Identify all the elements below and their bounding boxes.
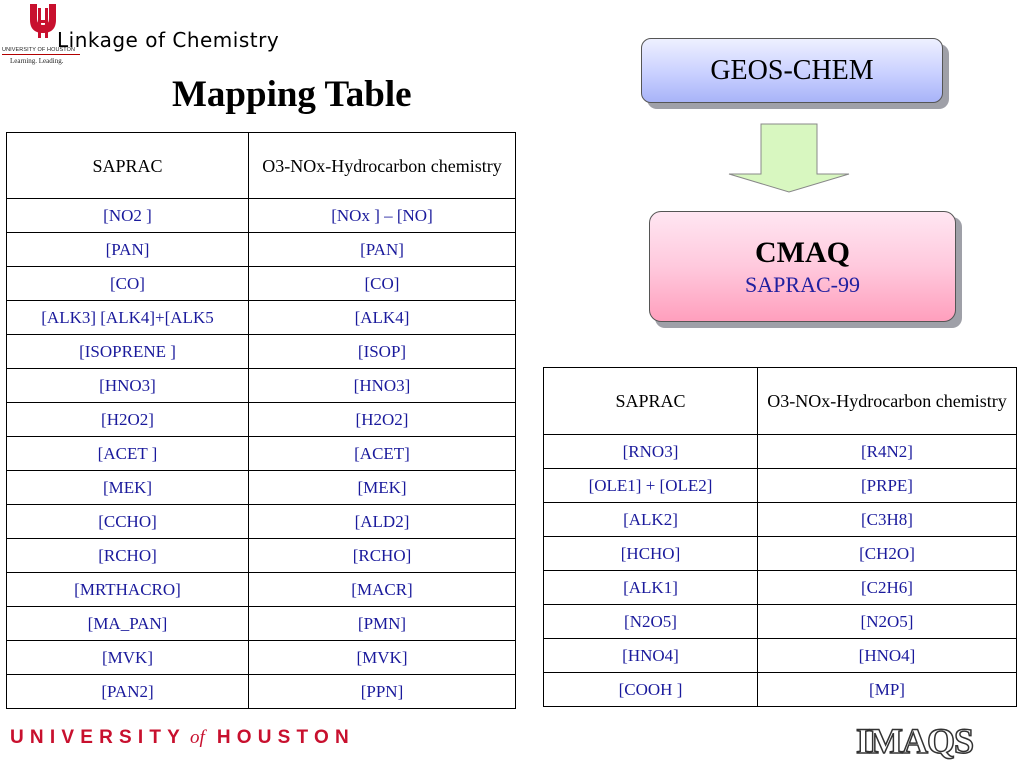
table-row [544,435,1017,469]
table-header-row [544,368,1017,435]
geos-chem-species-cell: [CH2O] [758,537,1017,571]
saprac-species-cell: [HNO3] [7,369,249,403]
header-title: Linkage of Chemistry [57,28,280,52]
table-row [7,437,516,471]
footer-of: of [190,727,205,748]
saprac-species-cell: [MEK] [7,471,249,505]
saprac-species-cell: [MVK] [7,641,249,675]
saprac-species-cell: [NO2 ] [7,199,249,233]
table-row [7,607,516,641]
geos-chem-label: GEOS-CHEM [710,54,874,86]
geos-chem-box [641,38,943,103]
saprac-species-cell: [ALK3] [ALK4]+[ALK5 [7,301,249,335]
saprac-species-cell: [H2O2] [7,403,249,437]
saprac-species-cell: [CO] [7,267,249,301]
table-row [7,505,516,539]
table-row [7,335,516,369]
table-row [544,571,1017,605]
geos-chem-species-cell: [ACET] [249,437,516,471]
logo-university-text: UNIVERSITY OF HOUSTON [2,47,76,53]
header-o3-chemistry: O3-NOx-Hydrocarbon chemistry [758,368,1017,435]
table-row [7,233,516,267]
header-saprac: SAPRAC [7,133,249,199]
saprac-species-cell: [ISOPRENE ] [7,335,249,369]
geos-chem-species-cell: [ISOP] [249,335,516,369]
table-row [544,537,1017,571]
table-row [7,471,516,505]
table-row [7,573,516,607]
table-row [544,673,1017,707]
geos-chem-species-cell: [PAN] [249,233,516,267]
mapping-table-main [6,132,516,709]
geos-chem-species-cell: [CO] [249,267,516,301]
geos-chem-species-cell: [ALK4] [249,301,516,335]
saprac-species-cell: [PAN2] [7,675,249,709]
table-header-row [7,133,516,199]
table-row [544,503,1017,537]
geos-chem-species-cell: [N2O5] [758,605,1017,639]
saprac-species-cell: [COOH ] [544,673,758,707]
geos-chem-species-cell: [PMN] [249,607,516,641]
geos-chem-species-cell: [HNO3] [249,369,516,403]
table-row [544,605,1017,639]
table-row [7,403,516,437]
table-row [7,675,516,709]
cmaq-box [649,211,956,322]
footer-houston: HOUSTON [216,727,355,748]
uh-monogram-icon [26,2,60,44]
geos-chem-species-cell: [MEK] [249,471,516,505]
header-saprac: SAPRAC [544,368,758,435]
geos-chem-species-cell: [C3H8] [758,503,1017,537]
saprac-species-cell: [PAN] [7,233,249,267]
saprac-species-cell: [MRTHACRO] [7,573,249,607]
saprac-species-cell: [RNO3] [544,435,758,469]
cmaq-subtitle: SAPRAC-99 [745,271,860,297]
table-row [544,639,1017,673]
page-title: Mapping Table [172,74,412,115]
geos-chem-species-cell: [C2H6] [758,571,1017,605]
table-row [7,539,516,573]
logo-tagline: Learning. Leading. [10,57,64,65]
saprac-species-cell: [RCHO] [7,539,249,573]
down-arrow-icon [727,122,851,194]
header-o3-chemistry: O3-NOx-Hydrocarbon chemistry [249,133,516,199]
footer-university-wordmark [10,727,355,749]
geos-chem-species-cell: [ALD2] [249,505,516,539]
saprac-species-cell: [N2O5] [544,605,758,639]
geos-chem-species-cell: [MVK] [249,641,516,675]
geos-chem-species-cell: [NOx ] – [NO] [249,199,516,233]
table-row [7,641,516,675]
geos-chem-species-cell: [RCHO] [249,539,516,573]
geos-chem-species-cell: [H2O2] [249,403,516,437]
saprac-species-cell: [HNO4] [544,639,758,673]
table-row [7,369,516,403]
saprac-species-cell: [HCHO] [544,537,758,571]
mapping-table-secondary [543,367,1017,707]
table-row [7,301,516,335]
saprac-species-cell: [ALK2] [544,503,758,537]
imaqs-logo [856,718,1012,764]
imaqs-logo-text: IMAQS [856,721,974,761]
geos-chem-species-cell: [PRPE] [758,469,1017,503]
saprac-species-cell: [MA_PAN] [7,607,249,641]
table-row [544,469,1017,503]
saprac-species-cell: [CCHO] [7,505,249,539]
saprac-species-cell: [ALK1] [544,571,758,605]
logo-divider [2,54,80,55]
geos-chem-species-cell: [PPN] [249,675,516,709]
geos-chem-species-cell: [MP] [758,673,1017,707]
geos-chem-species-cell: [MACR] [249,573,516,607]
saprac-species-cell: [OLE1] + [OLE2] [544,469,758,503]
footer-university: UNIVERSITY [10,727,187,748]
table-row [7,199,516,233]
saprac-species-cell: [ACET ] [7,437,249,471]
geos-chem-species-cell: [R4N2] [758,435,1017,469]
geos-chem-species-cell: [HNO4] [758,639,1017,673]
cmaq-title: CMAQ [755,235,850,269]
table-row [7,267,516,301]
